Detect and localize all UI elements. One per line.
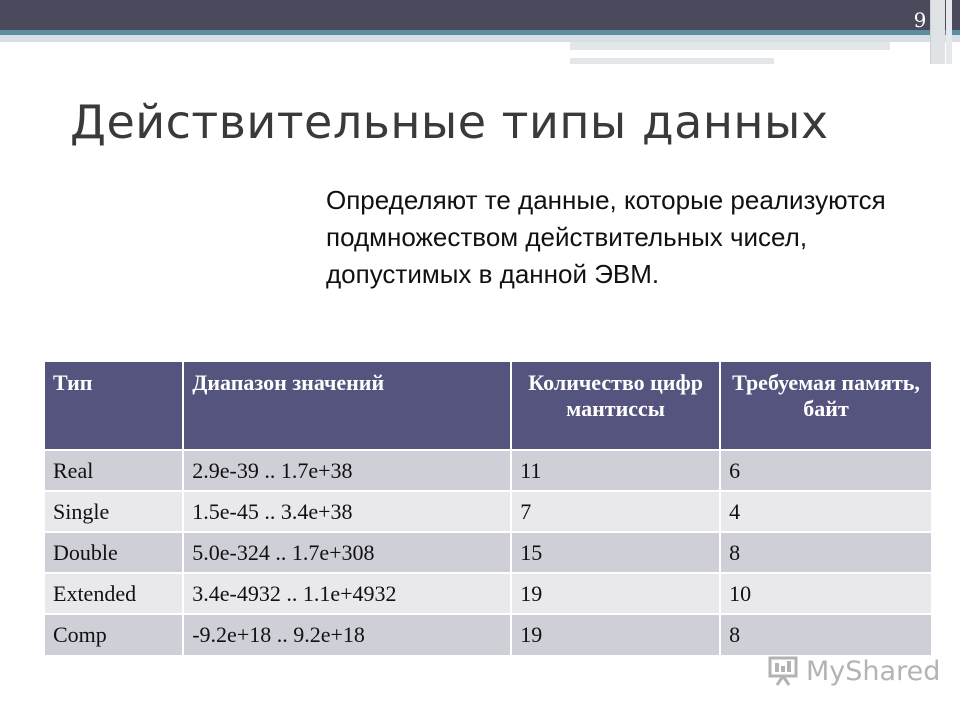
table-row	[45, 614, 931, 655]
slide-description: Определяют те данные, которые реализуются подмножеством действительных чисел, допустимых в данной ЭВМ.	[326, 185, 886, 289]
presentation-board-icon	[768, 655, 802, 687]
top-band-accent	[0, 30, 960, 42]
cell-memory: 10	[720, 573, 931, 614]
top-band-accent-stripe-short	[570, 58, 774, 64]
header-mantissa-digits: Количество цифр мантиссы	[511, 362, 720, 450]
cell-mantissa: 19	[511, 573, 720, 614]
cell-memory: 8	[720, 532, 931, 573]
cell-range: -9.2e+18 .. 9.2e+18	[183, 614, 511, 655]
cell-type: Double	[45, 532, 183, 573]
real-types-table	[45, 362, 931, 655]
cell-range: 3.4e-4932 .. 1.1e+4932	[183, 573, 511, 614]
watermark-text: MyShared	[806, 655, 941, 687]
cell-mantissa: 15	[511, 532, 720, 573]
table-header-row	[45, 362, 931, 450]
cell-range: 2.9e-39 .. 1.7e+38	[183, 450, 511, 491]
header-type: Тип	[45, 362, 183, 450]
table-row	[45, 532, 931, 573]
cell-mantissa: 7	[511, 491, 720, 532]
top-band	[0, 0, 960, 30]
slide-number: 9	[913, 8, 927, 32]
cell-range: 5.0e-324 .. 1.7e+308	[183, 532, 511, 573]
cell-type: Comp	[45, 614, 183, 655]
cell-memory: 8	[720, 614, 931, 655]
header-memory-bytes: Требуемая память, байт	[720, 362, 931, 450]
cell-type: Extended	[45, 573, 183, 614]
table-row	[45, 450, 931, 491]
slide-title: Действительные типы данных	[70, 95, 829, 149]
cell-range: 1.5e-45 .. 3.4e+38	[183, 491, 511, 532]
header-range: Диапазон значений	[183, 362, 511, 450]
cell-memory: 4	[720, 491, 931, 532]
watermark	[768, 655, 940, 687]
right-rail-thin	[946, 0, 952, 64]
table-row	[45, 491, 931, 532]
cell-type: Single	[45, 491, 183, 532]
top-band-accent-stripe	[570, 42, 890, 50]
cell-mantissa: 19	[511, 614, 720, 655]
cell-type: Real	[45, 450, 183, 491]
cell-mantissa: 11	[511, 450, 720, 491]
table-row	[45, 573, 931, 614]
cell-memory: 6	[720, 450, 931, 491]
